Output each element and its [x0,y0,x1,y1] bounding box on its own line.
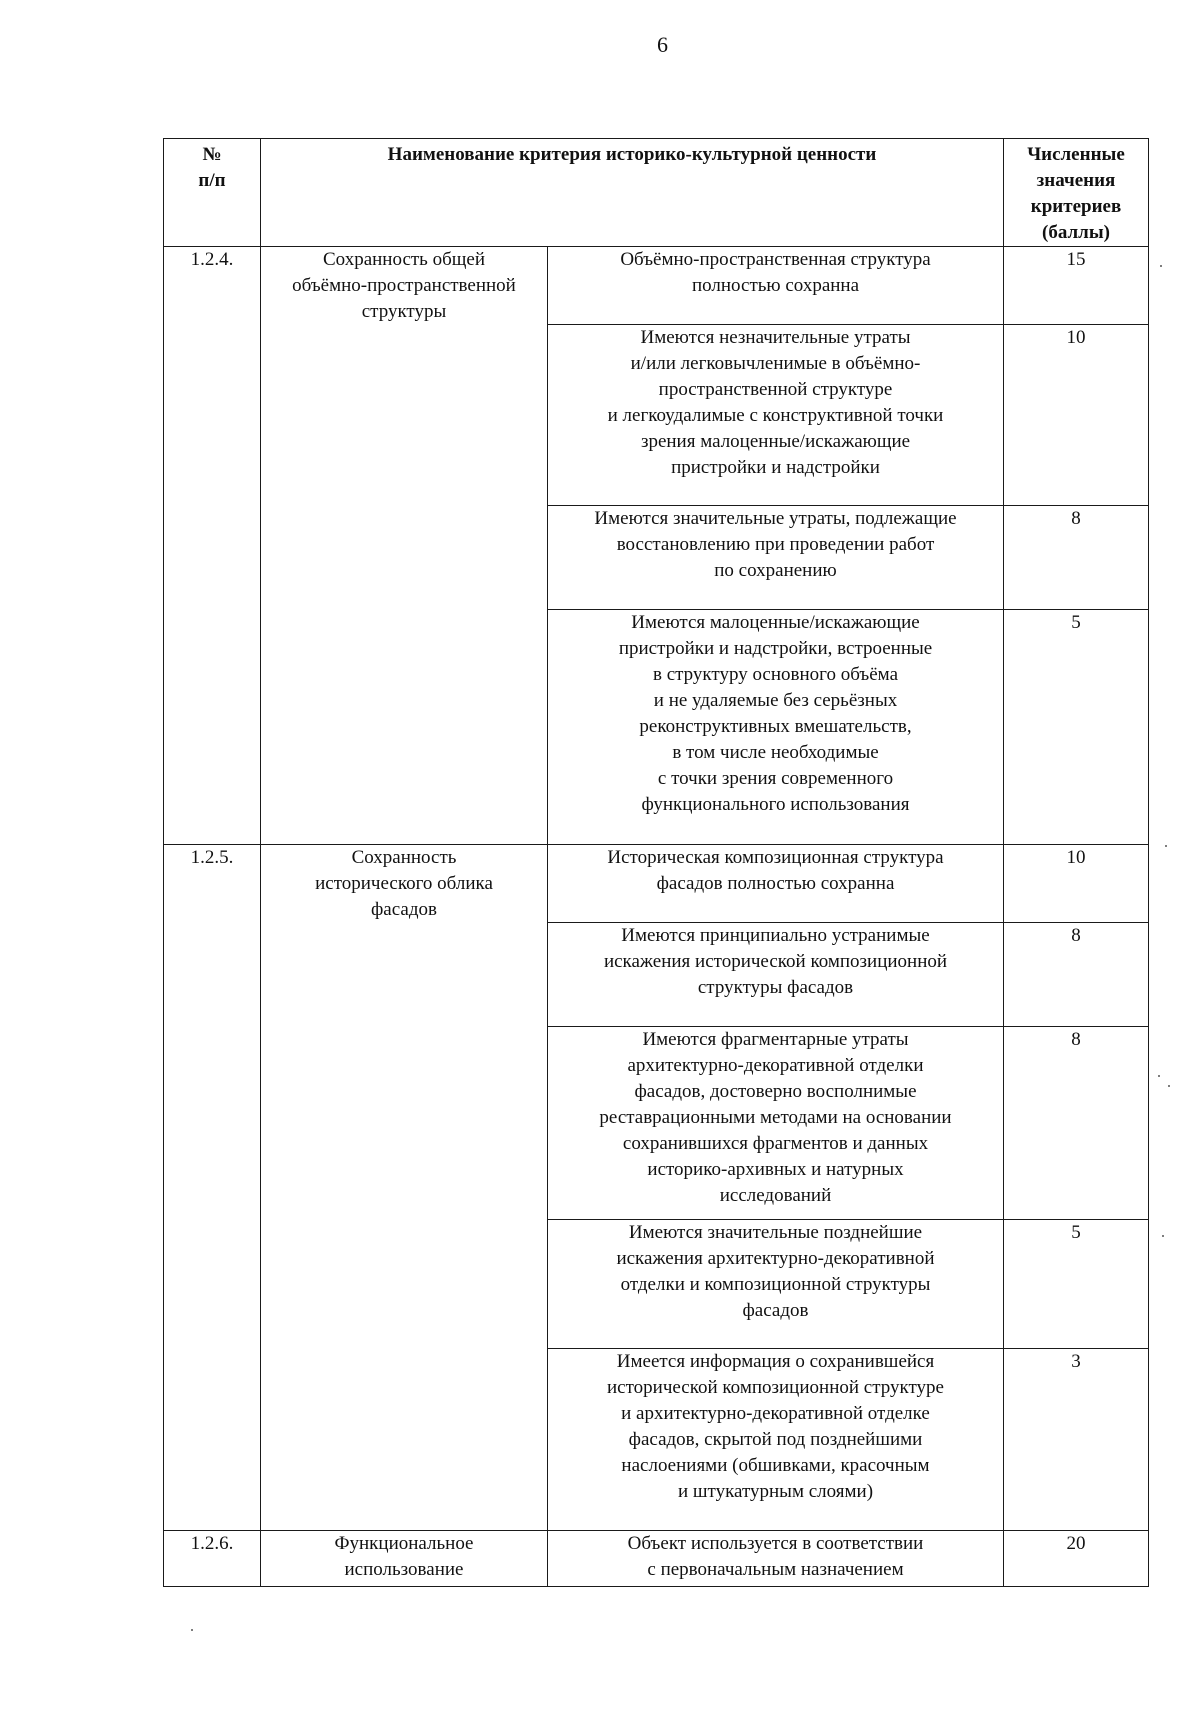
criterion-number: 1.2.4. [164,247,261,845]
criterion-score: 20 [1004,1531,1149,1587]
criterion-score: 8 [1004,1027,1149,1220]
table-row [164,1531,1149,1587]
criterion-description: Имеются незначительные утраты и/или легковычленимые в объёмно- пространственной структуре и легкоудалимые с конструктивной точки зрения малоценные/искажающие пристройки и надстройки [548,325,1004,506]
header-row [164,139,1149,247]
table-row [164,845,1149,923]
scan-speck [1160,265,1162,267]
criterion-description: Имеются принципиально устранимые искажения исторической композиционной структуры фасадов [548,923,1004,1027]
criterion-description: Объект используется в соответствии с первоначальным назначением [548,1531,1004,1587]
criterion-name: Сохранность исторического облика фасадов [261,845,548,1531]
criterion-description: Имеется информация о сохранившейся исторической композиционной структуре и архитектурно-декоративной отделке фасадов, скрытой под позднейшими наслоениями (обшивками, красочным и штукатурным слоями) [548,1349,1004,1531]
criteria-table [163,138,1149,1587]
criterion-score: 10 [1004,325,1149,506]
criterion-name: Функциональное использование [261,1531,548,1587]
scan-speck [191,1629,193,1631]
criterion-description: Имеются значительные утраты, подлежащие восстановлению при проведении работ по сохранению [548,506,1004,610]
page-number: 6 [657,32,668,57]
header-criterion-name: Наименование критерия историко-культурной ценности [261,139,1004,247]
criterion-score: 10 [1004,845,1149,923]
criterion-name: Сохранность общей объёмно-пространственной структуры [261,247,548,845]
criterion-description: Объёмно-пространственная структура полностью сохранна [548,247,1004,325]
table-row [164,247,1149,325]
scan-speck [1158,1075,1160,1077]
criterion-description: Имеются фрагментарные утраты архитектурно-декоративной отделки фасадов, достоверно восполнимые реставрационными методами на основании сохранившихся фрагментов и данных историко-архивных и натурных исследований [548,1027,1004,1220]
criterion-score: 5 [1004,1220,1149,1349]
criterion-description: Историческая композиционная структура фасадов полностью сохранна [548,845,1004,923]
criterion-score: 5 [1004,610,1149,845]
criterion-score: 15 [1004,247,1149,325]
criterion-number: 1.2.6. [164,1531,261,1587]
criterion-score: 8 [1004,923,1149,1027]
scan-speck [1165,845,1167,847]
scan-speck [1162,1235,1164,1237]
criterion-number: 1.2.5. [164,845,261,1531]
header-score: Численные значения критериев (баллы) [1004,139,1149,247]
criterion-description: Имеются малоценные/искажающие пристройки и надстройки, встроенные в структуру основного объёма и не удаляемые без серьёзных реконструктивных вмешательств, в том числе необходимые с точки зрения современного функционального использования [548,610,1004,845]
criterion-description: Имеются значительные позднейшие искажения архитектурно-декоративной отделки и композиционной структуры фасадов [548,1220,1004,1349]
criterion-score: 8 [1004,506,1149,610]
criterion-score: 3 [1004,1349,1149,1531]
header-num: № п/п [164,139,261,247]
scan-speck [1168,1085,1170,1087]
